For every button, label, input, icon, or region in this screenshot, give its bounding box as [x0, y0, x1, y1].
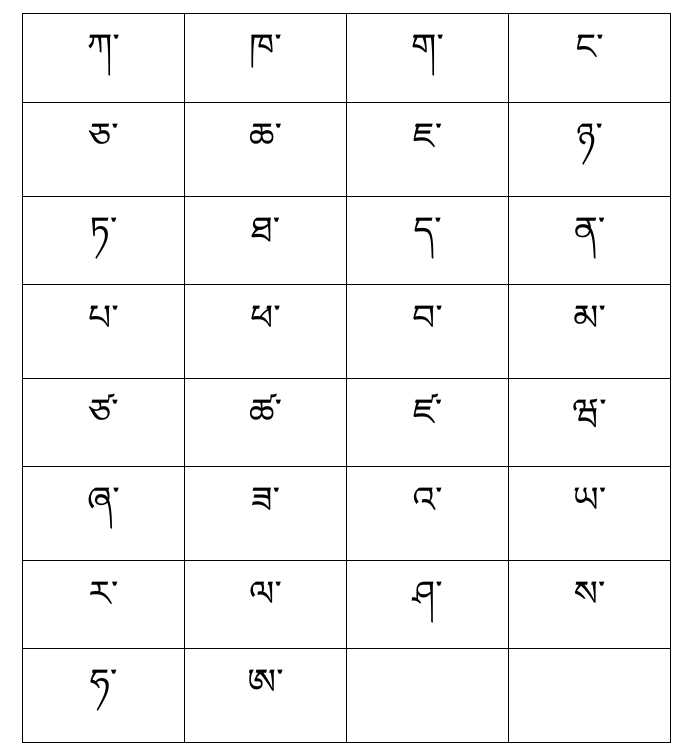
table-cell [185, 197, 347, 285]
letter-ka: ཀ་ [87, 27, 120, 68]
table-row [23, 649, 671, 743]
letter-ca: ཅ་ [88, 116, 119, 157]
table-cell [347, 14, 509, 103]
table-cell [347, 467, 509, 561]
table-row [23, 561, 671, 649]
letter-dza: ཛ་ [412, 392, 443, 433]
table-cell [23, 285, 185, 379]
table-row [23, 379, 671, 467]
table-row [23, 197, 671, 285]
alphabet-table [22, 13, 671, 743]
table-cell [509, 14, 671, 103]
table-cell [185, 285, 347, 379]
letter-a-chung: འ་ [412, 480, 443, 521]
letter-ya: ཡ་ [572, 480, 607, 521]
letter-tha: ཐ་ [250, 210, 281, 251]
empty-cell [509, 649, 671, 743]
letter-ha: ཧ་ [89, 662, 118, 703]
table-row [23, 285, 671, 379]
letter-la: ལ་ [249, 574, 282, 615]
table-cell [185, 649, 347, 743]
letter-ja: ཇ་ [412, 116, 443, 157]
letter-ra: ར་ [88, 574, 119, 615]
letter-tsha: ཚ་ [248, 392, 283, 433]
table-cell [23, 649, 185, 743]
letter-ma: མ་ [573, 298, 606, 339]
letter-nya: ཉ་ [576, 116, 603, 157]
table-cell [347, 285, 509, 379]
letter-zha: ཞ་ [87, 480, 120, 521]
letter-ga: ག་ [411, 27, 444, 68]
table-cell [185, 103, 347, 197]
table-cell [23, 467, 185, 561]
empty-cell [347, 649, 509, 743]
table-cell [23, 561, 185, 649]
table-cell [347, 561, 509, 649]
table-cell [185, 467, 347, 561]
table-cell [23, 14, 185, 103]
table-cell [347, 103, 509, 197]
letter-za: ཟ་ [250, 480, 281, 521]
letter-kha: ཁ་ [249, 27, 282, 68]
table-row [23, 14, 671, 103]
letter-sa: ས་ [573, 574, 606, 615]
table-cell [509, 197, 671, 285]
table-cell [509, 561, 671, 649]
letter-a: ཨ་ [247, 662, 284, 703]
table-cell [23, 197, 185, 285]
table-cell [509, 103, 671, 197]
table-cell [509, 285, 671, 379]
table-cell [509, 467, 671, 561]
letter-da: ད་ [413, 210, 442, 251]
letter-ta: ཏ་ [89, 210, 118, 251]
letter-sha: ཤ་ [412, 574, 443, 615]
letter-nga: ང་ [575, 27, 604, 68]
letter-tsa: ཙ་ [88, 392, 119, 433]
table-cell [185, 14, 347, 103]
table-cell [509, 379, 671, 467]
table-cell [347, 197, 509, 285]
table-row [23, 467, 671, 561]
table-cell [185, 561, 347, 649]
table-cell [185, 379, 347, 467]
table-cell [23, 379, 185, 467]
table-row [23, 103, 671, 197]
table-cell [347, 379, 509, 467]
table-cell [23, 103, 185, 197]
letter-na: ན་ [573, 210, 606, 251]
letter-wa: ཝ་ [572, 392, 607, 433]
letter-cha: ཆ་ [248, 116, 283, 157]
letter-pa: པ་ [88, 298, 119, 339]
letter-pha: ཕ་ [250, 298, 281, 339]
letter-ba: བ་ [412, 298, 443, 339]
